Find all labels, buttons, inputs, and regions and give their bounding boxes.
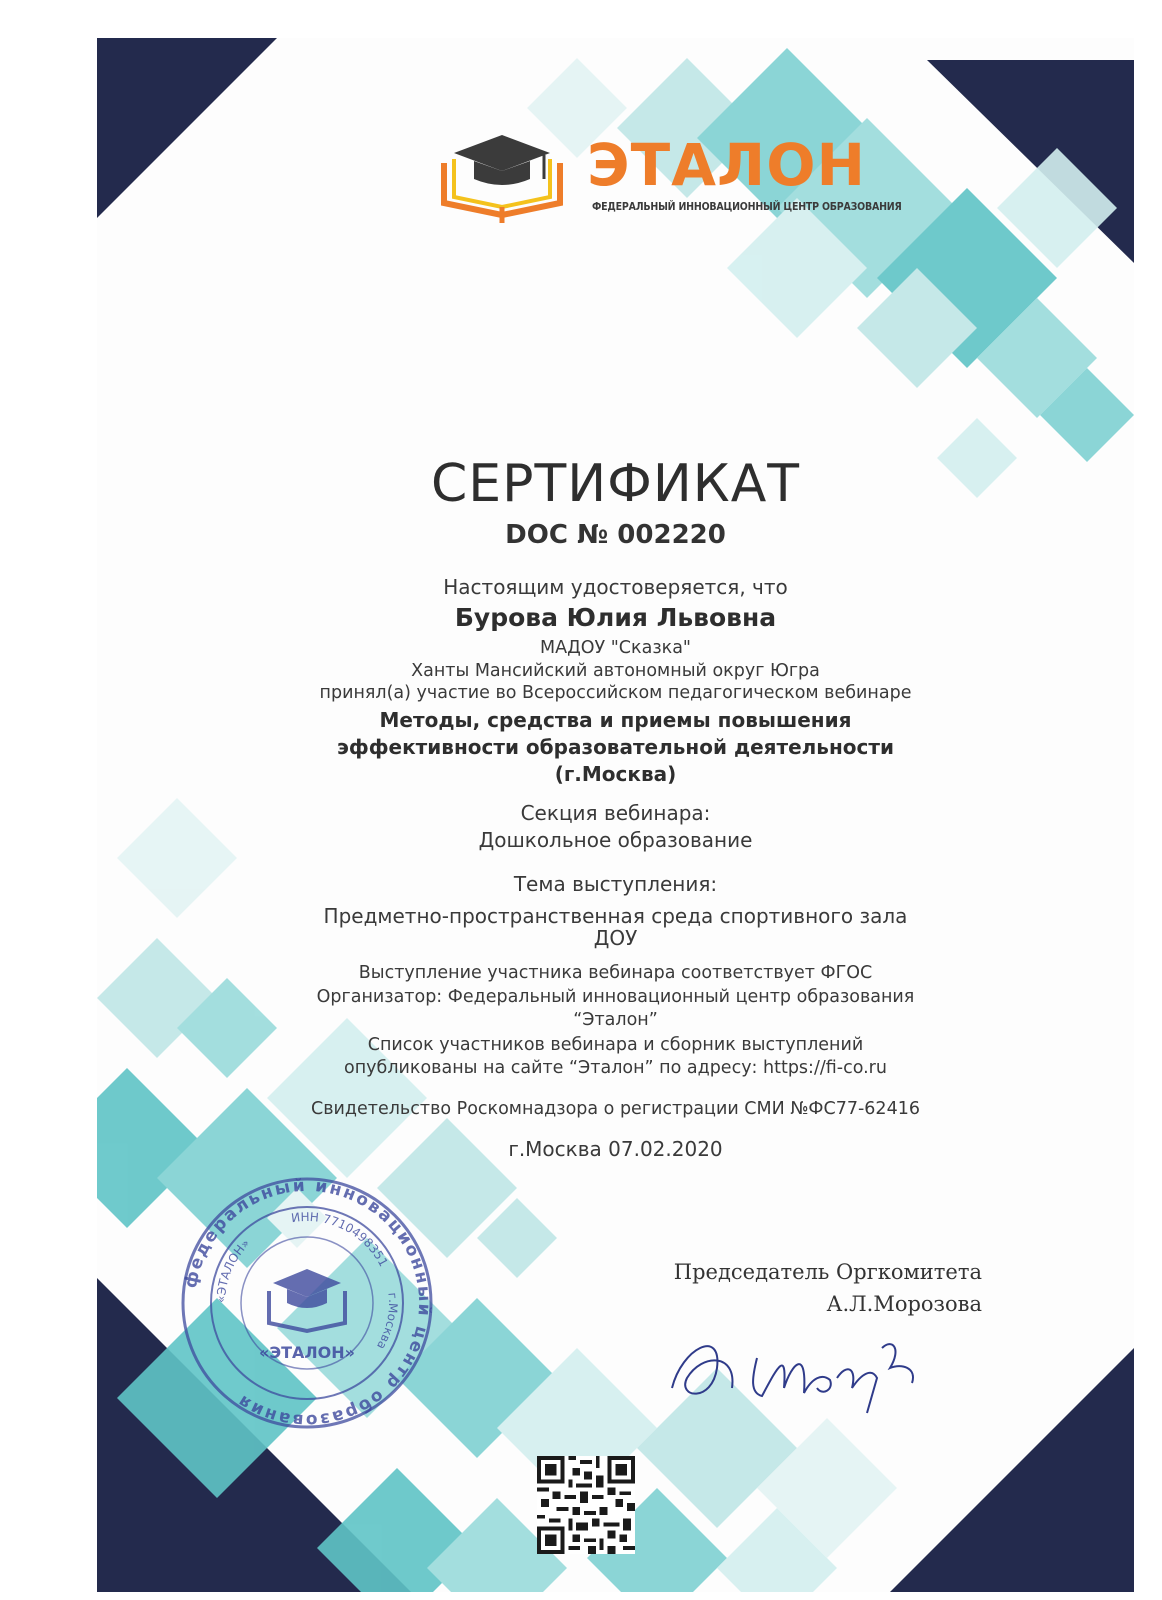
topic-line2: ДОУ xyxy=(593,926,638,950)
seal-city: г.Москва xyxy=(373,1291,401,1352)
logo-subtitle: ФЕДЕРАЛЬНЫЙ ИННОВАЦИОННЫЙ ЦЕНТР ОБРАЗОВАНИЯ xyxy=(592,201,902,213)
webinar-title-line3: (г.Москва) xyxy=(554,762,677,786)
certificate-title: СЕРТИФИКАТ xyxy=(430,454,801,514)
organizer-line2: “Эталон” xyxy=(573,1010,658,1030)
topic-line1: Предметно-пространственная среда спортивного зала xyxy=(323,904,908,928)
doc-number: DOC № 002220 xyxy=(505,520,726,550)
intro-text: Настоящим удостоверяется, что xyxy=(443,575,788,599)
topic-label: Тема выступления: xyxy=(513,872,718,896)
webinar-title-line1: Методы, средства и приемы повышения xyxy=(379,708,852,732)
seal-center-text: «ЭТАЛОН» xyxy=(259,1343,355,1362)
section-label: Секция вебинара: xyxy=(520,801,711,825)
signatory-name: А.Л.Морозова xyxy=(826,1292,982,1316)
registration-text: Свидетельство Роскомнадзора о регистрации СМИ №ФС77-62416 xyxy=(311,1099,920,1119)
organization: МАДОУ "Сказка" xyxy=(540,638,691,658)
logo-title: ЭТАЛОН xyxy=(587,131,867,199)
region: Ханты Мансийский автономный округ Югра xyxy=(411,661,820,681)
section-value: Дошкольное образование xyxy=(478,828,753,852)
organization-seal xyxy=(177,1173,437,1433)
seal-left-text: «ЭТАЛОН» xyxy=(213,1236,253,1304)
seal-inn: ИНН 7710498351 xyxy=(290,1209,391,1269)
webinar-title-line2: эффективности образовательной деятельности xyxy=(337,735,894,759)
seal-cap-icon xyxy=(269,1269,345,1331)
organizer-line1: Организатор: Федеральный инновационный центр образования xyxy=(316,987,915,1007)
corner-triangle-top-left xyxy=(97,38,277,218)
list-line1: Список участников вебинара и сборник выступлений xyxy=(367,1035,864,1055)
certificate-sheet xyxy=(97,38,1134,1592)
fgos-text: Выступление участника вебинара соответствует ФГОС xyxy=(358,963,873,983)
signature-image xyxy=(662,1308,942,1418)
signatory-position: Председатель Оргкомитета xyxy=(673,1260,982,1284)
participant-name: Бурова Юлия Львовна xyxy=(454,603,777,632)
list-line2: опубликованы на сайте “Эталон” по адресу: https://fi-co.ru xyxy=(344,1058,887,1078)
etalon-logo xyxy=(432,123,902,233)
qr-code[interactable] xyxy=(537,1456,635,1554)
participation-text: принял(а) участие во Всероссийском педагогическом вебинаре xyxy=(319,683,912,703)
seal-outer-text: федеральный инновационный центр образования xyxy=(180,1175,435,1431)
graduation-cap-book-icon xyxy=(432,123,582,233)
place-date: г.Москва 07.02.2020 xyxy=(508,1137,723,1161)
